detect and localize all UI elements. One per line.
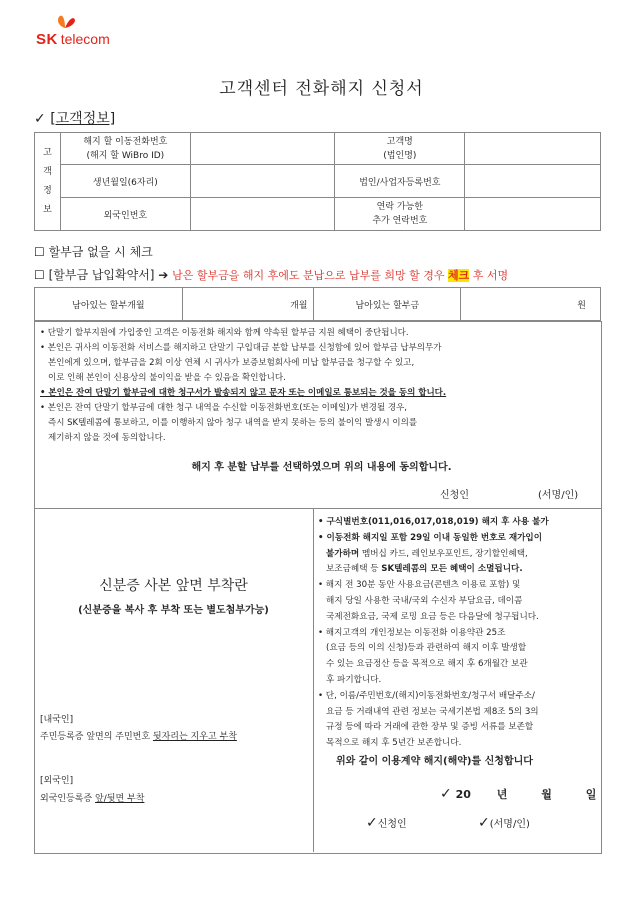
date-check-icon: ✓ (440, 786, 452, 802)
application-date: ✓ 20 년 월 일 (440, 786, 597, 802)
customer-info-side-label: 고 객 정 보 (35, 133, 61, 231)
installment-applicant-label: 신청인 (440, 490, 469, 501)
rnote-4d: 후 파기합니다. (326, 674, 382, 685)
rnote-4c: 수 있는 요금정산 등을 목적으로 해지 후 6개월간 보관 (326, 659, 528, 670)
foreigner-number-field[interactable] (190, 198, 335, 231)
extra-contact-field[interactable] (465, 198, 601, 231)
rnote-3b: 해지 당일 사용한 국내/국외 수신자 부담요금, 데이콤 (326, 595, 523, 606)
customer-info-table (34, 132, 601, 231)
rnote-4a: • 해지고객의 개인정보는 이동전화 이용약관 25조 (318, 627, 506, 638)
no-installment-checkbox[interactable]: ☐ 할부금 없을 시 체크 (34, 245, 153, 259)
rnote-2b: 불가하며 멤버십 카드, 레인보우포인트, 장기할인혜택, (326, 548, 528, 559)
remaining-amount-field[interactable]: 원 (461, 288, 601, 321)
section-customer-label: [고객정보] (50, 111, 116, 127)
phone-number-label: 해지 할 이동전화번호 (해지 할 WiBro ID) (60, 133, 190, 165)
rnote-3a: • 해지 전 30분 동안 사용요금(콘텐츠 이용료 포함) 및 (318, 580, 521, 591)
business-number-field[interactable] (465, 165, 601, 198)
phone-number-field[interactable] (190, 133, 335, 165)
installment-sign-field[interactable]: (서명/인) (538, 490, 579, 501)
date-month-field[interactable]: 월 (541, 788, 552, 801)
note-2b: 본인에게 있으며, 할부금을 2회 이상 연체 시 귀사가 보증보험회사에 미납 할부금을 청구할 수 있고, (48, 358, 415, 368)
extra-contact-label: 연락 가능한 추가 연락번호 (335, 198, 465, 231)
business-number-label: 법인/사업자등록번호 (335, 165, 465, 198)
note-3: • 본인은 잔여 단말기 할부금에 대한 청구서가 발송되지 않고 문자 또는 이메일로 통보되는 것을 동의 합니다. (40, 388, 447, 398)
rnote-5a: • 단, 이름/주민번호/(해지)이동전화번호/청구서 배달주소/ (318, 690, 535, 701)
rnote-3c: 국제전화요금, 국제 로밍 요금 등은 다음달에 청구됩니다. (326, 611, 539, 622)
installment-notes (40, 326, 620, 446)
installment-table (34, 287, 601, 321)
termination-request-text: 위와 같이 이용계약 해지(해약)를 신청합니다 (336, 756, 533, 767)
installment-agreement-checkbox[interactable]: ☐ [할부금 납입확약서] ➔ (34, 268, 173, 282)
date-year-field[interactable]: 20 (455, 788, 471, 801)
rnote-2c: 보조금혜택 등 SK텔레콤의 모든 혜택이 소멸됩니다. (326, 564, 523, 575)
installment-confirm-text: 해지 후 분할 납부를 선택하였으며 위의 내용에 동의합니다. (191, 462, 452, 473)
termination-notes (318, 515, 598, 752)
rnote-2a: • 이동전화 해지일 포함 29일 이내 동일한 번호로 재가입이 (318, 532, 543, 543)
sign-check-icon: ✓ (478, 815, 490, 831)
installment-agreement-notice: 남은 할부금을 해지 후에도 분납으로 납부를 희망 할 경우 (172, 269, 449, 282)
remaining-amount-label: 남아있는 할부금 (314, 288, 461, 321)
check-highlight: 체크 (448, 269, 470, 282)
final-sign-field[interactable]: ✓(서명/인) (478, 815, 530, 831)
domestic-label: [내국인] (40, 715, 74, 725)
remaining-months-label: 남아있는 할부개월 (35, 288, 183, 321)
rnote-1: • 구식별번호(011,016,017,018,019) 해지 후 사용 불가 (318, 517, 549, 527)
rnote-4b: (요금 등의 이의 신청)등과 관련하여 해지 이후 발생할 (326, 643, 527, 654)
butterfly-logo-icon (54, 14, 76, 30)
id-attach-subtitle: (신분증을 복사 후 부착 또는 별도첨부가능) (78, 605, 269, 616)
logo-telecom-text: telecom (60, 31, 110, 47)
id-attach-title: 신분증 사본 앞면 부착란 (99, 578, 248, 594)
final-applicant-label: ✓신청인 (366, 815, 407, 831)
foreigner-number-label: 외국인번호 (60, 198, 190, 231)
birthdate-field[interactable] (190, 165, 335, 198)
note-2c: 이로 인해 본인이 신용상의 불이익을 받을 수 있음을 확인합니다. (48, 373, 286, 383)
logo-sk-text: SK (36, 31, 58, 48)
date-day-field[interactable]: 일 (585, 788, 597, 801)
check-mark-icon: ✓ (34, 111, 46, 127)
customer-name-label: 고객명 (법인명) (335, 133, 465, 165)
rnote-5c: 규정 등에 따라 거래에 관한 장부 및 증빙 서류를 보존할 (326, 722, 534, 733)
remaining-months-field[interactable]: 개월 (182, 288, 314, 321)
rnote-5b: 요금 등 거래내역 관련 정보는 국세기본법 제8조 5의 3의 (326, 706, 539, 717)
rnote-5d: 목적으로 해지 후 5년간 보존합니다. (326, 738, 462, 749)
foreigner-label: [외국인] (40, 776, 74, 786)
domestic-instruction: 주민등록증 앞면의 주민번호 뒷자리는 지우고 부착 (40, 732, 237, 742)
note-4b: 즉시 SK텔레콤에 통보하고, 이를 이행하지 않아 청구 내역을 받지 못하는 등의 불이익 발생시 이의를 (48, 418, 418, 428)
note-4c: 제기하지 않을 것에 동의합니다. (48, 433, 166, 443)
birthdate-label: 생년월일(6자리) (60, 165, 190, 198)
form-title: 고객센터 전화해지 신청서 (219, 79, 424, 99)
note-2a: • 본인은 귀사의 이동전화 서비스를 해지하고 단말기 구입대금 분할 납부를 신청함에 있어 할부금 납부의무가 (40, 343, 442, 353)
applicant-check-icon: ✓ (366, 815, 378, 831)
bottom-divider (313, 508, 314, 852)
installment-agreement-tail: 후 서명 (469, 269, 509, 282)
foreigner-instruction: 외국인등록증 앞/뒷면 부착 (40, 794, 145, 804)
note-1: • 단말기 할부지원에 가입중인 고객은 이동전화 해지와 함께 약속된 할부금 지원 혜택이 중단됩니다. (40, 328, 409, 338)
installment-agreement-line (34, 266, 508, 283)
note-4a: • 본인은 잔여 단말기 할부금에 대한 청구 내역을 수신할 이동전화번호(또는 이메일)가 변경될 경우, (40, 403, 408, 413)
section-customer-info (34, 108, 115, 128)
customer-name-field[interactable] (465, 133, 601, 165)
